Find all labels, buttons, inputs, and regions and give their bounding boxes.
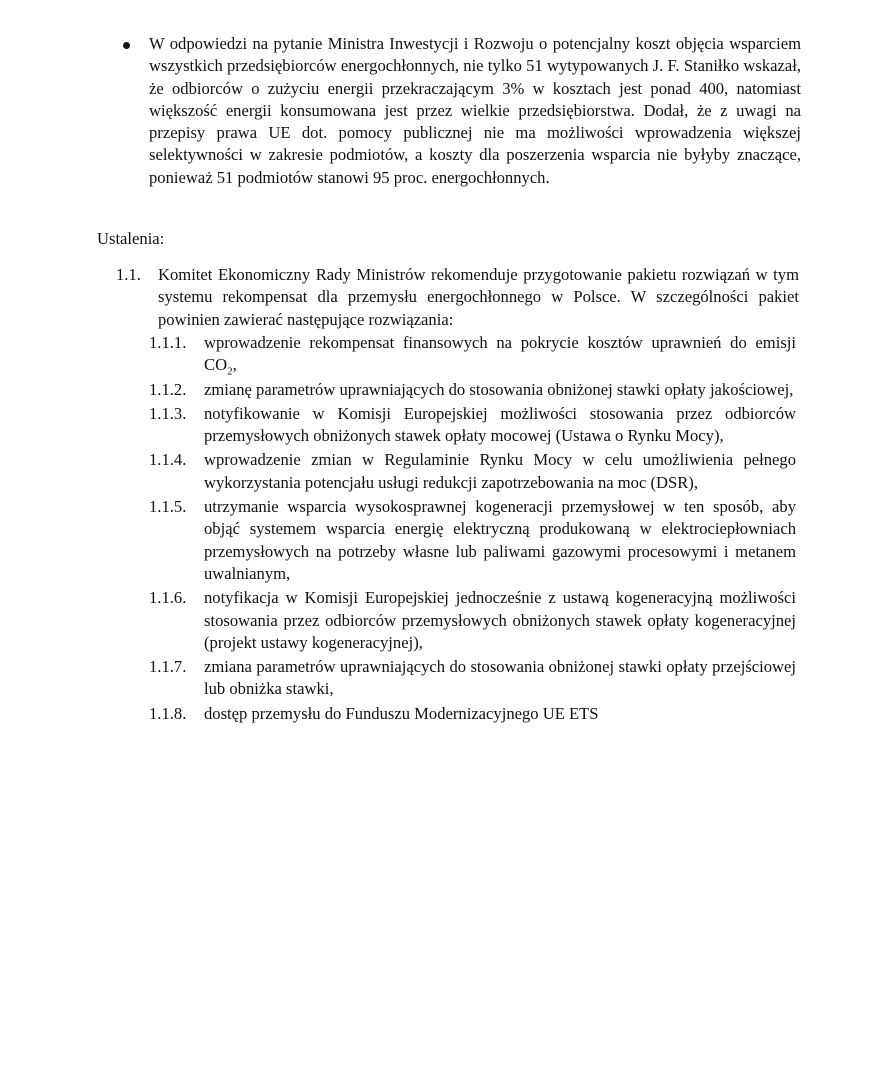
subitem-text bbox=[204, 332, 796, 377]
subitem-emission-compensation bbox=[149, 332, 809, 377]
subitem-number: 1.1.4. bbox=[149, 450, 187, 470]
discussion-bullet-point bbox=[117, 33, 817, 189]
subitem-text: zmianę parametrów uprawniających do stosowania obniżonej stawki opłaty jakościowej, bbox=[204, 379, 794, 399]
subitem-cogeneration-support bbox=[149, 496, 809, 585]
subitem-number: 1.1.6. bbox=[149, 588, 187, 608]
subitem-number: 1.1.5. bbox=[149, 497, 187, 517]
subitem-cogeneration-fee bbox=[149, 587, 809, 654]
recommendation-number: 1.1. bbox=[116, 265, 141, 284]
subitem-text: dostęp przemysłu do Funduszu Modernizacyjnego UE ETS bbox=[204, 703, 599, 723]
recommendation-subitem-list bbox=[149, 332, 809, 727]
subitem-modernisation-fund bbox=[149, 703, 809, 725]
subitem-text-main: wprowadzenie rekompensat finansowych na pokrycie kosztów uprawnień do emisji CO bbox=[204, 333, 796, 375]
bullet-paragraph: W odpowiedzi na pytanie Ministra Inwestycji i Rozwoju o potencjalny koszt objęcia wsparciem wszystkich przedsiębiorców energochłonnych, nie tylko 51 wytypowanych J. F. Staniłko wskazał, że odbiorców o zużyciu energii przekraczającym 3% w kosztach jest ponad 400, natomiast większość energii konsumowana jest przez wielkie przedsiębiorstwa. Dodał, że z uwagi na przepisy prawa UE dot. pomocy publicznej nie ma możliwości wprowadzenia większej selektywności w zakresie podmiotów, a koszty dla poszerzenia wsparcia nie byłyby znaczące, ponieważ 51 podmiotów stanowi 95 proc. energochłonnych. bbox=[149, 34, 801, 187]
subitem-transition-fee bbox=[149, 656, 809, 701]
subitem-capacity-fee bbox=[149, 403, 809, 448]
subitem-text: wprowadzenie zmian w Regulaminie Rynku Mocy w celu umożliwienia pełnego wykorzystania potencjału usługi redukcji zapotrzebowania na moc (DSR), bbox=[204, 450, 796, 492]
subitem-punctuation: , bbox=[232, 355, 237, 375]
subitem-number: 1.1.2. bbox=[149, 379, 187, 399]
findings-heading: Ustalenia: bbox=[97, 229, 165, 248]
bullet-icon bbox=[123, 42, 130, 49]
subitem-text: zmiana parametrów uprawniających do stosowania obniżonej stawki opłaty przejściowej lub obniżka stawki, bbox=[204, 657, 796, 699]
subitem-text: notyfikowanie w Komisji Europejskiej możliwości stosowania przez odbiorców przemysłowych obniżonych stawek opłaty mocowej (Ustawa o Rynku Mocy), bbox=[204, 403, 796, 446]
co2-subscript: 2 bbox=[227, 365, 233, 378]
subitem-capacity-market-rules bbox=[149, 449, 809, 494]
subitem-text: notyfikacja w Komisji Europejskiej jednocześnie z ustawą kogeneracyjną możliwości stosowania przez odbiorców przemysłowych obniżonych stawek opłaty kogeneracyjnej (projekt ustawy kogeneracyjnej), bbox=[204, 588, 796, 652]
subitem-number: 1.1.1. bbox=[149, 333, 187, 352]
recommendation-item bbox=[116, 264, 816, 331]
subitem-number: 1.1.3. bbox=[149, 403, 187, 423]
subitem-number: 1.1.8. bbox=[149, 703, 187, 723]
subitem-text: utrzymanie wsparcia wysokosprawnej kogeneracji przemysłowej w ten sposób, aby objąć systemem wsparcia energię elektryczną produkowaną w elektrociepłowniach przemysłowych na potrzeby własne lub paliwami gazowymi procesowymi i metanem uwalnianym, bbox=[204, 497, 796, 583]
recommendation-text: Komitet Ekonomiczny Rady Ministrów rekomenduje przygotowanie pakietu rozwiązań w tym systemu rekompensat dla przemysłu energochłonnego w Polsce. W szczególności pakiet powinien zawierać następujące rozwiązania: bbox=[158, 265, 799, 329]
subitem-quality-fee bbox=[149, 379, 809, 401]
subitem-number: 1.1.7. bbox=[149, 657, 187, 677]
